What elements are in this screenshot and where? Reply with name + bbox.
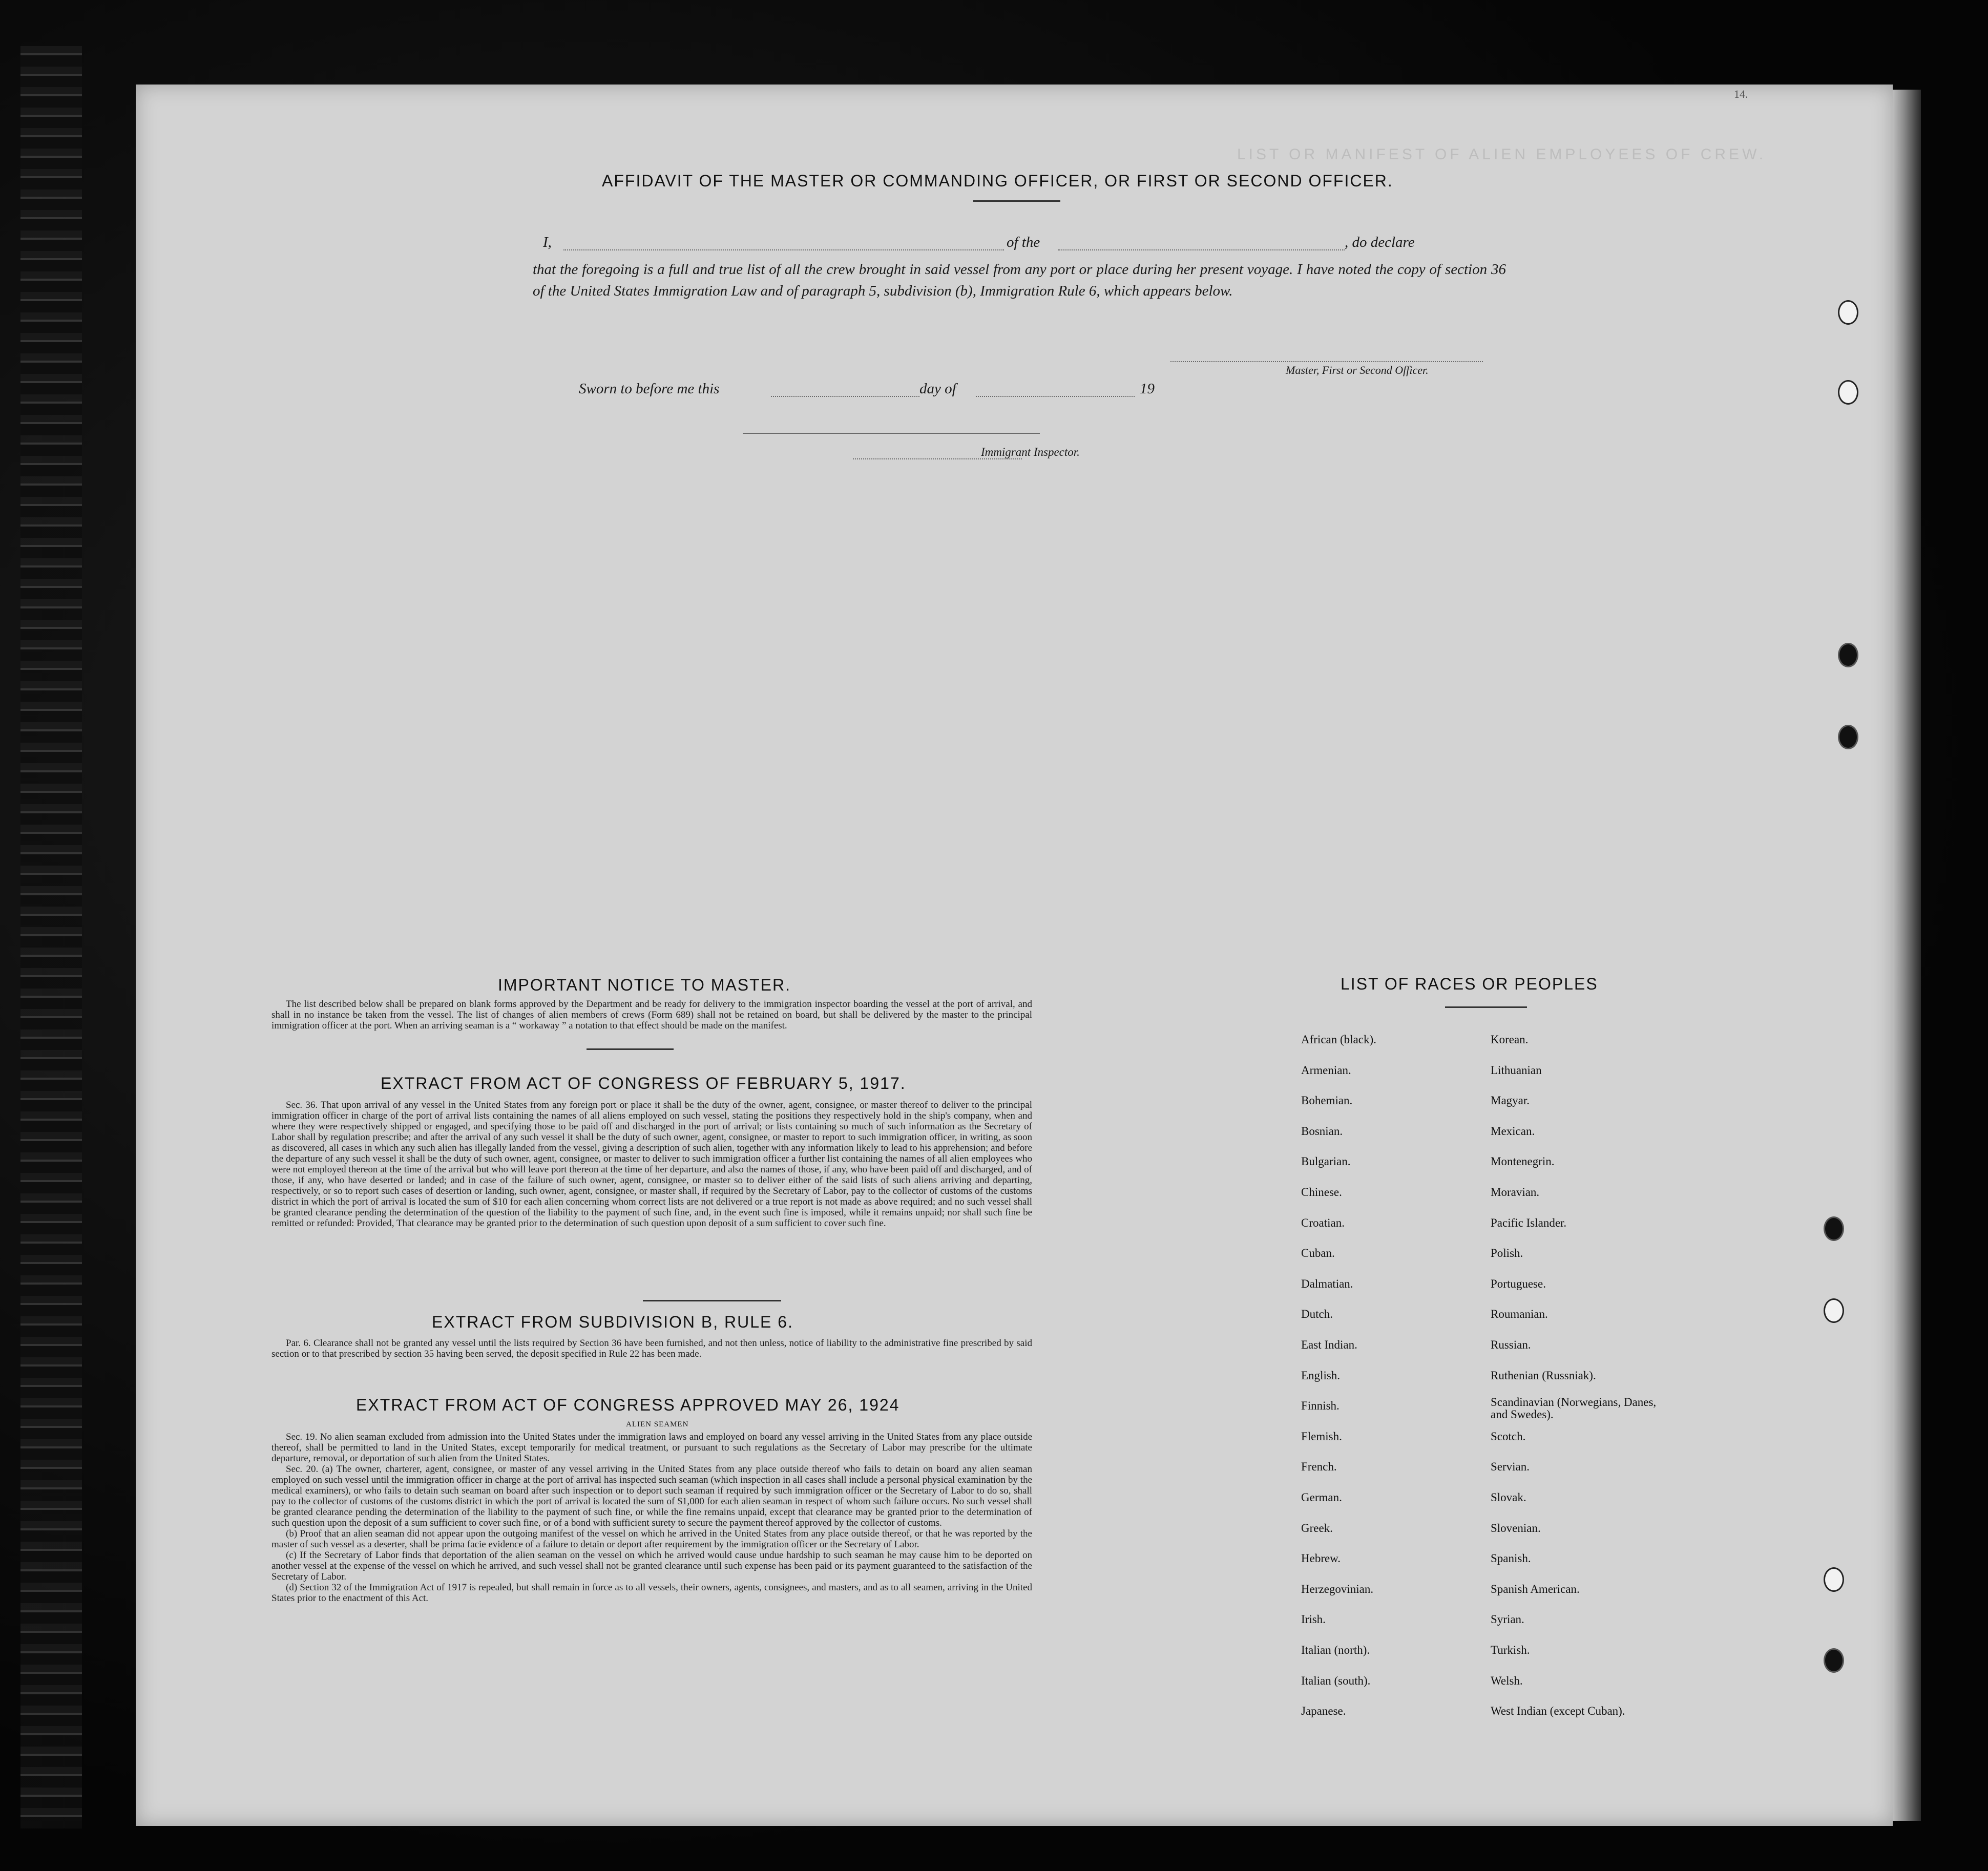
race-item: Irish.: [1301, 1613, 1326, 1626]
race-item: Mexican.: [1491, 1125, 1535, 1138]
race-item: Flemish.: [1301, 1430, 1342, 1443]
binder-hole: [1838, 643, 1858, 667]
rule6-text: [271, 1338, 1032, 1359]
race-item: Portuguese.: [1491, 1277, 1546, 1290]
race-item: Servian.: [1491, 1460, 1530, 1473]
notice-heading: IMPORTANT NOTICE TO MASTER.: [498, 976, 791, 994]
race-item: West Indian (except Cuban).: [1491, 1705, 1625, 1717]
races-heading: LIST OF RACES OR PEOPLES: [1341, 975, 1598, 993]
binder-hole: [1838, 380, 1858, 405]
act1924-paragraph: (b) Proof that an alien seaman did not appear upon the outgoing manifest of the vessel on which he arrived in the United States from any place outside thereof, or that he was reported by the master of such vessel as a deserter, shall be prima facie evidence of a failure to detain or deport after requirement by the immigration officer or the Secretary of Labor.: [271, 1528, 1032, 1550]
binder-hole: [1838, 300, 1858, 325]
race-item: Welsh.: [1491, 1674, 1523, 1687]
act1924-paragraph: Sec. 19. No alien seaman excluded from admission into the United States under the immigration laws and employed on board any vessel arriving in the United States from any place outside thereof, shall be permitted to land in the United States, except temporarily for medical treatment, or pursuant to such regulations as the Secretary of Labor may prescribe for the ultimate departure, removal, or deportation of such alien from the United States.: [271, 1432, 1032, 1464]
sworn-prefix: Sworn to before me this: [579, 381, 720, 397]
act1917-heading: EXTRACT FROM ACT OF CONGRESS OF FEBRUARY 5, 1917.: [381, 1074, 906, 1092]
race-item: Spanish.: [1491, 1552, 1531, 1565]
race-item: Bosnian.: [1301, 1125, 1343, 1138]
sworn-day-blank: [771, 396, 919, 397]
race-item: Bohemian.: [1301, 1094, 1353, 1107]
race-item: Turkish.: [1491, 1644, 1530, 1656]
sworn-year-label: 19: [1140, 381, 1155, 397]
affidavit-heading: AFFIDAVIT OF THE MASTER OR COMMANDING OFFICER, OR FIRST OR SECOND OFFICER.: [602, 172, 1393, 190]
race-item: Italian (south).: [1301, 1674, 1371, 1687]
act1924-paragraph: Sec. 20. (a) The owner, charterer, agent, consignee, or master of any vessel arriving in the United States from any place outside thereof who fails to detain on board any alien seaman employed on such vessel until the immigration officer in charge at the port of arrival has inspected such seaman (which inspection in all cases shall include a personal physical examination by the medical examiners), or who fails to detain such seaman on board after such inspection or to deport such seaman if required by such immigration officer or the Secretary of Labor to do so, shall pay to the collector of customs of the customs district in which the port of arrival is located the sum of $1,000 for each alien seaman in respect of whom such failure occurs. No such vessel shall be granted clearance pending the determination of the liability to the payment of such fine, or while the fine remains unpaid, except that clearance may be granted prior to the determination of such question upon the deposit of a sum sufficient to cover such fine, or of a bond with sufficient surety to secure the payment thereof approved by the collector of customs.: [271, 1464, 1032, 1528]
notice-text: [271, 999, 1032, 1031]
race-item: Scandinavian (Norwegians, Danes, and Swedes).: [1491, 1396, 1657, 1421]
page-number-mark: 14.: [1734, 88, 1748, 100]
act1917-rule: [643, 1300, 781, 1301]
binder-hole: [1824, 1567, 1844, 1592]
race-item: Cuban.: [1301, 1247, 1335, 1259]
act1924-subheading: ALIEN SEAMEN: [626, 1420, 689, 1428]
document-page: [136, 85, 1893, 1826]
race-item: Bulgarian.: [1301, 1155, 1351, 1168]
signature-caption: Master, First or Second Officer.: [1286, 364, 1429, 376]
race-item: Herzegovinian.: [1301, 1583, 1374, 1595]
race-item: Magyar.: [1491, 1094, 1530, 1107]
affidavit-text: that the foregoing is a full and true list of all the crew brought in said vessel from any port or place during her present voyage. I have noted the copy of section 36 of the United States Immigration Law and of paragraph 5, subdivision (b), Immigration Rule 6, which appears below.: [533, 261, 1506, 299]
race-item: German.: [1301, 1491, 1342, 1504]
race-item: Armenian.: [1301, 1064, 1351, 1077]
race-item: Scotch.: [1491, 1430, 1526, 1443]
rule6-heading: EXTRACT FROM SUBDIVISION B, RULE 6.: [432, 1313, 793, 1331]
inspector-signature-blank: [743, 433, 1040, 434]
notice-paragraph: The list described below shall be prepared on blank forms approved by the Department and be ready for delivery to the immigration inspector boarding the vessel at the port of arrival, and shall in no instance be taken from the vessel. The list of changes of alien members of crews (Form 689) shall not be retained on board, but shall be delivered by the master to the principal immigration officer at the port. When an arriving seaman is a “ workaway ” a notation to that effect should be made on the manifest.: [271, 999, 1032, 1031]
race-item: Slovak.: [1491, 1491, 1526, 1504]
race-item: Syrian.: [1491, 1613, 1524, 1626]
page-edge-shadow: [1893, 90, 1921, 1821]
race-item: English.: [1301, 1369, 1341, 1382]
affidavit-heading-rule: [973, 200, 1060, 202]
race-item: Hebrew.: [1301, 1552, 1341, 1565]
race-item: Japanese.: [1301, 1705, 1346, 1717]
act1924-heading: EXTRACT FROM ACT OF CONGRESS APPROVED MAY 26, 1924: [356, 1396, 900, 1414]
race-item: Slovenian.: [1491, 1522, 1541, 1534]
signature-blank: [1170, 361, 1483, 362]
binder-hole: [1824, 1216, 1844, 1241]
act1917-text: [271, 1100, 1032, 1229]
binder-hole: [1838, 725, 1858, 749]
race-item: East Indian.: [1301, 1338, 1357, 1351]
race-item: Finnish.: [1301, 1399, 1340, 1412]
race-item: Croatian.: [1301, 1216, 1345, 1229]
affidavit-of-the-label: of the: [1007, 234, 1040, 250]
rule6-paragraph: Par. 6. Clearance shall not be granted any vessel until the lists required by Section 36 have been furnished, and not then unless, notice of liability to the administrative fine prescribed by said section or to that prescribed by section 35 having been served, the deposit specified in Rule 22 has been made.: [271, 1338, 1032, 1359]
race-item: Polish.: [1491, 1247, 1523, 1259]
race-item: Russian.: [1491, 1338, 1531, 1351]
race-item: Spanish American.: [1491, 1583, 1580, 1595]
affidavit-i-label: I,: [543, 234, 552, 250]
race-item: French.: [1301, 1460, 1337, 1473]
sworn-month-blank: [976, 396, 1135, 397]
vessel-name-blank: [1058, 249, 1345, 250]
act1924-paragraph: (c) If the Secretary of Labor finds that deportation of the alien seaman on the vessel on which he arrived would cause undue hardship to such seaman he may cause him to be deported on another vessel at the expense of the vessel on which he arrived, and such vessel shall not be granted clearance until such expense has been paid or its payment guaranteed to the satisfaction of the Secretary of Labor.: [271, 1550, 1032, 1582]
race-item: Dutch.: [1301, 1308, 1333, 1320]
race-item: Chinese.: [1301, 1186, 1342, 1199]
act1924-text: [271, 1432, 1032, 1604]
race-item: Montenegrin.: [1491, 1155, 1555, 1168]
officer-name-blank: [563, 249, 1004, 250]
sworn-day-label: day of: [919, 381, 956, 397]
binder-hole: [1824, 1648, 1844, 1673]
race-item: Greek.: [1301, 1522, 1333, 1534]
inspector-caption: Immigrant Inspector.: [981, 446, 1080, 458]
race-item: Korean.: [1491, 1033, 1529, 1046]
race-item: Pacific Islander.: [1491, 1216, 1567, 1229]
notice-rule: [587, 1048, 674, 1050]
race-item: Moravian.: [1491, 1186, 1540, 1199]
bleed-through: LIST OR MANIFEST OF ALIEN EMPLOYEES OF CREW.: [1237, 146, 1767, 163]
act1924-paragraph: (d) Section 32 of the Immigration Act of 1917 is repealed, but shall remain in force as to all vessels, their owners, agents, consignees, and masters, and as to all seamen, arriving in the United States prior to the enactment of this Act.: [271, 1582, 1032, 1604]
binder-hole: [1824, 1298, 1844, 1323]
race-item: Italian (north).: [1301, 1644, 1370, 1656]
race-item: Dalmatian.: [1301, 1277, 1353, 1290]
act1917-paragraph: Sec. 36. That upon arrival of any vessel in the United States from any foreign port or place it shall be the duty of the owner, agent, consignee, or master thereof to deliver to the principal immigration officer in charge of the port of arrival lists containing the names of all aliens employed on such vessel, stating the positions they respectively hold in the ship's company, when and where they were respectively shipped or engaged, and specifying those to be paid off and discharged in the port of arrival; or lists containing so much of such information as the Secretary of Labor shall by regulation prescribe; and after the arrival of any such vessel it shall be the duty of such owner, agent, consignee, or master to report to such immigration officer, in writing, as soon as discovered, all cases in which any such alien has illegally landed from the vessel, giving a description of such alien, together with any information likely to lead to his apprehension; and before the departure of any such vessel it shall be the duty of such owner, agent, consignee, or master to deliver to such immigration officer a further list containing the names of all alien employees who were not employed thereon at the time of the arrival but who will leave port thereon at the time of her departure, and also the names of those, if any, who have been paid off and discharged, and of those, if any, who have deserted or landed; and in case of the failure of such owner, agent, consignee, or master so to deliver either of the said lists of such aliens arriving and departing, respectively, or so to report such cases of desertion or landing, such owner, agent, consignee, or master shall, if required by the Secretary of Labor, pay to the collector of customs of the customs district in which the port of arrival is located the sum of $10 for each alien concerning whom correct lists are not delivered or a true report is not made as above required; and no such vessel shall be granted clearance pending the determination of the question of the liability to the payment of such fine, and, in the event such fine is imposed, while it remains unpaid; nor shall such fine be remitted or refunded: Provided, That clearance may be granted prior to the determination of such question upon deposit of a sum sufficient to cover such fine.: [271, 1100, 1032, 1229]
affidavit-declare-label: , do declare: [1345, 234, 1415, 250]
book-binding: [20, 46, 82, 1828]
race-item: African (black).: [1301, 1033, 1376, 1046]
race-item: Ruthenian (Russniak).: [1491, 1369, 1596, 1382]
races-rule: [1445, 1006, 1527, 1008]
race-item: Lithuanian: [1491, 1064, 1542, 1077]
race-item: Roumanian.: [1491, 1308, 1548, 1320]
